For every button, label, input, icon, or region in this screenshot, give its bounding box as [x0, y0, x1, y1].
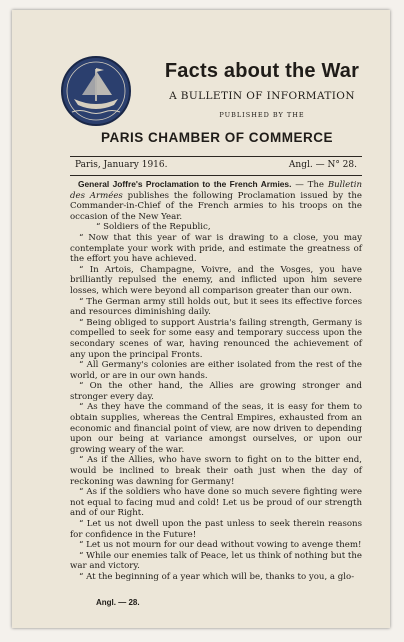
- proclamation-paragraph: “ On the other hand, the Allies are growing stronger and stronger every day.: [70, 381, 362, 402]
- footer-reference: Angl. — 28.: [96, 598, 140, 607]
- published-by-line: PUBLISHED BY THE: [219, 111, 305, 119]
- bulletin-des-armees: Bulletin des Armées: [70, 180, 362, 201]
- dateline-reference: Angl. — N° 28.: [288, 160, 357, 170]
- article-heading: General Joffre's Proclamation to the French Armies.: [78, 179, 292, 189]
- article-body: [70, 179, 362, 583]
- proclamation-paragraph: “ As if the soldiers who have done so much severe fighting were not equal to facing mud and cold! Let us be proud of our strength and of our Right.: [70, 487, 362, 519]
- dateline-place-date: Paris, January 1916.: [75, 160, 168, 170]
- proclamation-paragraph: “ As if the Allies, who have sworn to fight on to the bitter end, would be inclined to break their oath just when the day of reckoning was dawning for Germany!: [70, 455, 362, 487]
- proclamation-paragraph: “ Let us not dwell upon the past unless to seek therein reasons for confidence in the Future!: [70, 519, 362, 540]
- paris-ship-seal-icon: [60, 55, 132, 127]
- proclamation-paragraph: “ As they have the command of the seas, it is easy for them to obtain supplies, whereas the Central Empires, exhausted from an economic and financial point of view, are now driven to depending upon our being at variance amongst ourselves, or upon our growing weary of the war.: [70, 402, 362, 455]
- proclamation-paragraph: “ The German army still holds out, but it sees its effective forces and resources diminishing daily.: [70, 296, 362, 318]
- header-rule-bottom: [70, 175, 362, 176]
- article-lead-dash: — The: [291, 180, 328, 190]
- bulletin-page: [12, 10, 390, 628]
- header-rule-top: [70, 156, 362, 157]
- proclamation-paragraph: “ Now that this year of war is drawing to a close, you may contemplate your work with pride, and estimate the greatness of the effort you have achieved.: [70, 232, 362, 265]
- article-lead-paragraph: [70, 179, 362, 222]
- proclamation-paragraph: “ Let us not mourn for our dead without vowing to avenge them!: [79, 540, 362, 551]
- proclamation-paragraph: “ At the beginning of a year which will be, thanks to you, a glo-: [79, 571, 355, 582]
- proclamation-paragraph: “ Being obliged to support Austria's failing strength, Germany is compelled to seek for some easy and temporary success upon the secondary scenes of war, having renounced the achievement of any upon the principal Fronts.: [70, 317, 362, 360]
- article-lead-text: publishes the following Proclamation issued by the Commander-in-Chief of the French armies to his troops on the occasion of the New Year.: [70, 190, 363, 222]
- publisher-name: PARIS CHAMBER OF COMMERCE: [100, 130, 333, 145]
- proclamation-paragraph: “ In Artois, Champagne, Voivre, and the Vosges, you have brilliantly repulsed the enemy, and inflicted upon him severe losses, which were beyond all comparison greater than our own.: [70, 264, 362, 296]
- proclamation-salutation: “ Soldiers of the Republic,: [96, 222, 211, 233]
- proclamation-paragraph: “ All Germany's colonies are either isolated from the rest of the world, or are in our own hands.: [70, 360, 362, 381]
- bulletin-title: Facts about the War: [164, 60, 360, 82]
- bulletin-subtitle: A BULLETIN OF INFORMATION: [169, 90, 355, 102]
- proclamation-paragraph: “ While our enemies talk of Peace, let us think of nothing but the war and victory.: [70, 550, 363, 572]
- dateline: [75, 160, 357, 170]
